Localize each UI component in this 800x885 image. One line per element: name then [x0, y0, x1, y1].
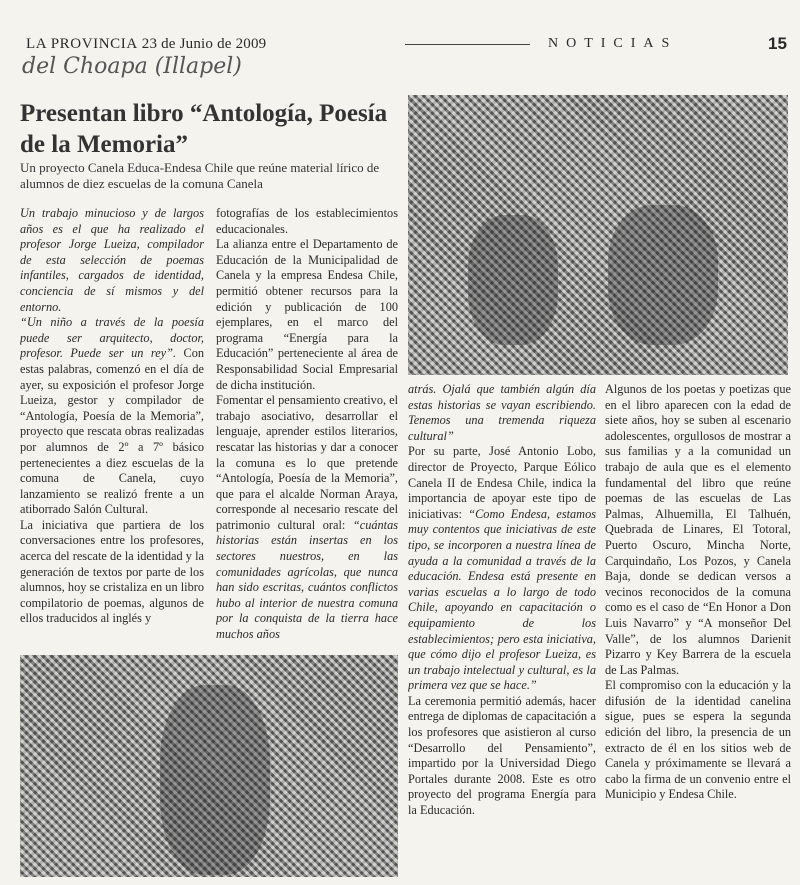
handwritten-note: del Choapa (Illapel): [22, 54, 242, 79]
photo-figure: [608, 205, 718, 345]
article-column-1: [20, 206, 204, 652]
article-paragraph: [408, 444, 596, 694]
body-text: Con estas palabras, comenzó en el día de ayer, su exposición el profesor Jorge Lueiza, gestor y compilador de “Antología, Poesía de la Memoria”, proyecto que rescata obras realizadas por alumnos de 2º a 7º básico pertenecientes a diez escuelas de la comuna de Canela, cuyo lanzamiento se realizó frente a un atiborrado Salón Cultural.: [20, 346, 204, 517]
page-number: 15: [768, 34, 787, 53]
article-lead: Un trabajo minucioso y de largos años es el que ha realizado el profesor Jorge Lueiza, compilador de esta selección de poemas infantiles, cargados de identidad, conciencia de sí mismos y del entorno.: [20, 206, 204, 314]
section-label: NOTICIAS: [548, 36, 678, 51]
photo-figure: [160, 685, 270, 875]
article-paragraph: fotografías de los establecimientos educacionales.: [216, 206, 398, 236]
article-paragraph: [216, 393, 398, 643]
quote-text: “cuántas historias están insertas en los sectores nuestros, en las comunidades agrícolas, que nunca han sido escritas, cuántos conflictos hubo al interior de nuestra comuna por la conquista de la tierra hace muchos años: [216, 517, 398, 642]
article-paragraph: La ceremonia permitió además, hacer entrega de diplomas de capacitación a los profesores que asistieron al curso “Desarrollo del Pensamiento”, impartido por la Universidad Diego Portales durante 2008. Este es otro proyecto del programa Energía para la Educación.: [408, 693, 596, 818]
quote-text: “Como Endesa, estamos muy contentos que iniciativas de este tipo, se incorporen a nuestra línea de ayuda a la comunidad a través de la educación. Endesa está presente en varias escuelas a lo largo de todo Chile, apoyando en capacitación o equipamiento de los establecimientos; pero esta iniciativa, que cómo dijo el profesor Lueiza, es un trabajo intelectual y cultural, es la primera vez que se hace.”: [408, 506, 596, 693]
article-paragraph: Algunos de los poetas y poetizas que en el libro aparecen con la edad de siete años, hoy se suben al escenario adolescentes, orgullosos de mostrar a sus familias y a la comunidad un trabajo de aula que es el elemento fundamental del libro que reúne poemas de las escuelas de Las Palmas, Alhuemilla, El Talhuén, Quebrada de Linares, El Totoral, Puerto Oscuro, Mincha Norte, Carquindaño, Los Pozos, y Canela Baja, donde se dedican versos a vecinos reconocidos de la comuna como es el caso de “En Honor a Don Luis Navarro” y “A monseñor Del Valle”, de los alumnos Darienit Pizarro y Key Barrera de la escuela de Las Palmas.: [605, 382, 791, 677]
publication-date: 23 de Junio de 2009: [141, 36, 267, 52]
photo-event-audience: [408, 95, 788, 375]
body-text: Por su parte, José Antonio Lobo, director de Proyecto, Parque Eólico Canela II de Endesa Chile, indica la importancia de apoyar este tipo de iniciativas:: [408, 444, 596, 521]
header-rule: [405, 44, 530, 45]
article-paragraph: [20, 315, 204, 518]
article-paragraph: El compromiso con la educación y la difusión de la identidad canelina sigue, pues se espera la segunda edición del libro, la presencia de un extracto de él en los sitios web de Canela y próximamente se llevará a cabo la firma de un convenio entre el Municipio y Endesa Chile.: [605, 678, 791, 802]
body-text: Fomentar el pensamiento creativo, el trabajo asociativo, desarrollar el lenguaje, aprender estilos literarios, rescatar las historias y dar a conocer la comuna es lo que pretende “Antología, Poesía de la Memoria”, que para el alcalde Norman Araya, corresponde al necesario rescate del patrimonio cultural oral:: [216, 393, 398, 532]
source-line: [26, 36, 266, 53]
article-paragraph: La alianza entre el Departamento de Educación de la Municipalidad de Canela y la empresa Endesa Chile, permitió obtener recursos para la edición y publicación de 100 ejemplares, en el marco del programa “Energía para la Educación” perteneciente al área de Responsabilidad Social Empresarial de dicha institución.: [216, 237, 398, 392]
article-headline: Presentan libro “Antología, Poesía de la Memoria”: [20, 100, 388, 158]
photo-speaker: [20, 655, 398, 877]
quote-text: “Un niño a través de la poesía puede ser arquitecto, doctor, profesor. Puede ser un rey”.: [20, 315, 204, 361]
article-column-4: [605, 382, 791, 874]
article-column-3: [408, 382, 596, 874]
photo-figure: [468, 215, 558, 345]
article-deck: Un proyecto Canela Educa-Endesa Chile que reúne material lírico de alumnos de diez escuelas de la comuna Canela: [20, 160, 380, 191]
article-column-2: [216, 206, 398, 652]
publication-name: LA PROVINCIA: [26, 36, 138, 52]
quote-text: atrás. Ojalá que también algún día estas historias se vayan escribiendo. Tenemos una tremenda riqueza cultural”: [408, 382, 596, 443]
article-paragraph: La iniciativa que partiera de los conversaciones entre los profesores, acerca del rescate de la identidad y la generación de textos por parte de los alumnos, hoy se cristaliza en un libro compilatorio de poemas, algunos de ellos traducidos al inglés y: [20, 517, 204, 626]
